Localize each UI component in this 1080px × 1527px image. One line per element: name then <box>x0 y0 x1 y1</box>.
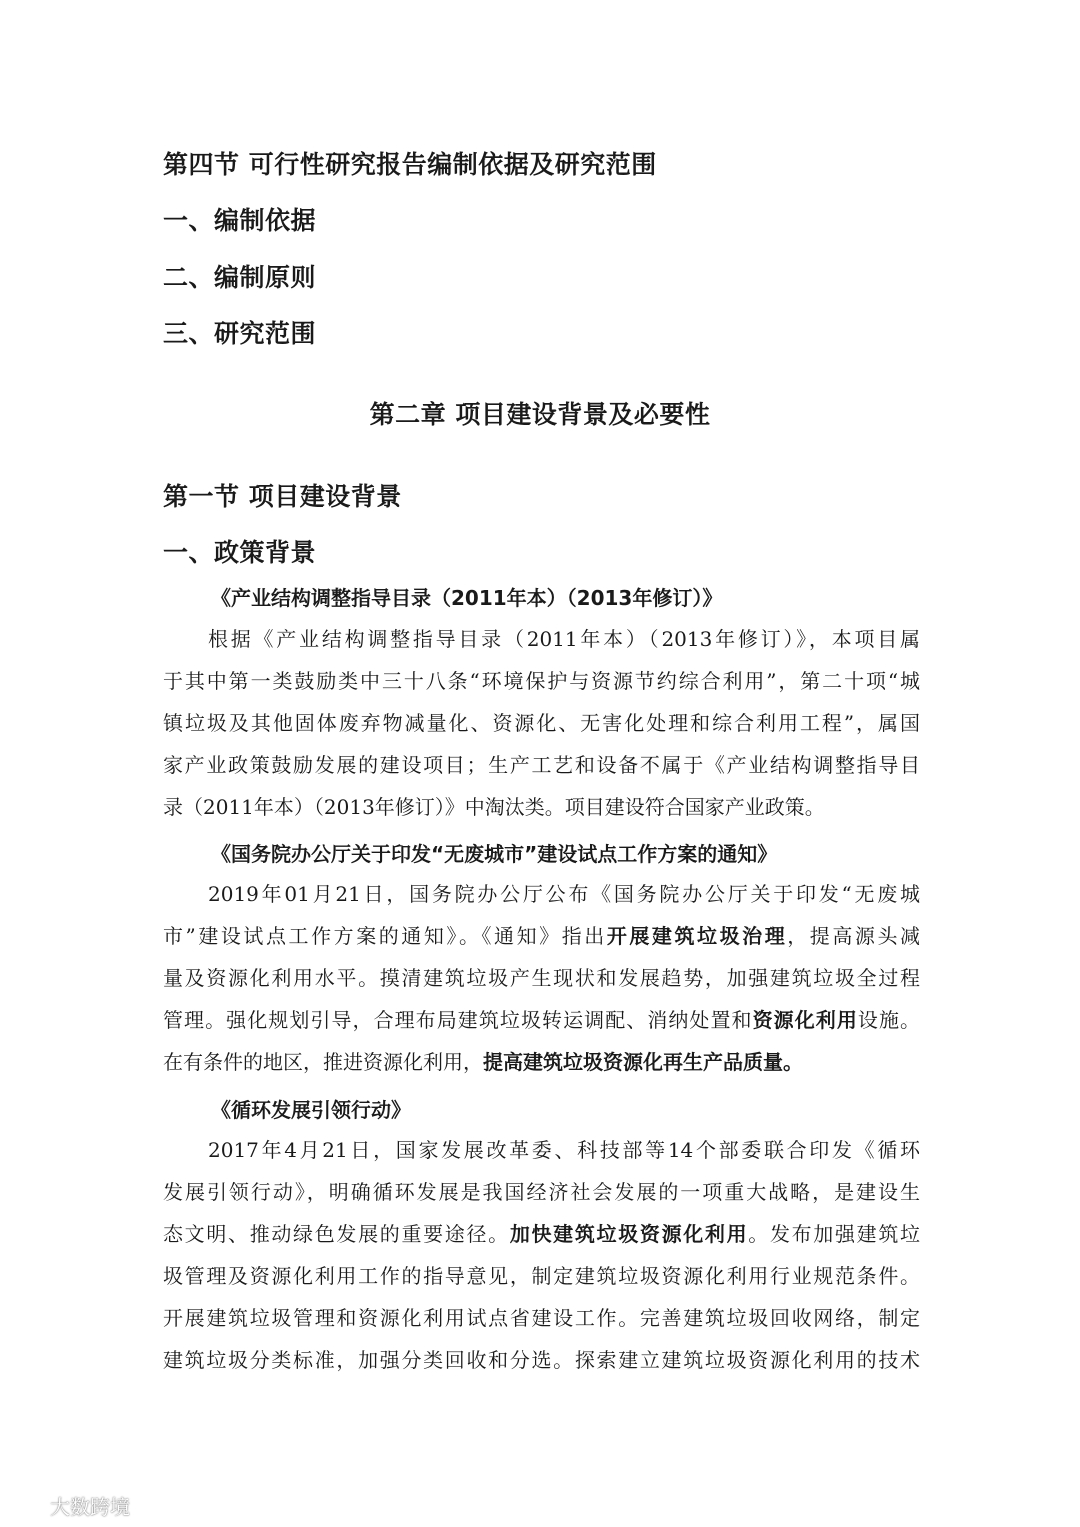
paragraph-line: 圾管理及资源化利用工作的指导意见，制定建筑垃圾资源化利用行业规范条件。 <box>163 1264 920 1288</box>
paragraph-line: 2017年4月21日，国家发展改革委、科技部等14个部委联合印发《循环 <box>208 1138 920 1162</box>
paragraph-line: 根据《产业结构调整指导目录（2011年本）（2013年修订）》，本项目属 <box>208 627 920 651</box>
emphasis-text: 开展建筑垃圾治理 <box>606 924 788 948</box>
paragraph-line: 开展建筑垃圾管理和资源化利用试点省建设工作。完善建筑垃圾回收网络，制定 <box>163 1306 920 1330</box>
paragraph-line <box>163 1050 920 1074</box>
subheading-scope: 三、研究范围 <box>163 319 317 348</box>
text-run: ，提高源头减 <box>787 924 921 948</box>
watermark-text: 大数跨境 <box>50 1494 130 1519</box>
text-run: 态文明、推动绿色发展的重要途径。 <box>163 1222 510 1246</box>
document-title: 《产业结构调整指导目录（2011年本）（2013年修订）》 <box>211 586 723 610</box>
subheading-principles: 二、编制原则 <box>163 263 317 292</box>
text-run: 。发布加强建筑垃 <box>748 1222 921 1246</box>
emphasis-text: 加快建筑垃圾资源化利用 <box>509 1222 749 1246</box>
document-title: 《循环发展引领行动》 <box>211 1098 411 1122</box>
watermark <box>10 1490 130 1520</box>
emphasis-text: 资源化利用 <box>752 1008 858 1032</box>
weibo-eye-icon <box>10 1494 44 1516</box>
text-run: 市”建设试点工作方案的通知》。《通知》指出 <box>163 924 607 948</box>
paragraph-line <box>163 924 920 948</box>
paragraph-line: 家产业政策鼓励发展的建设项目；生产工艺和设备不属于《产业结构调整指导目 <box>163 753 920 777</box>
paragraph-line: 于其中第一类鼓励类中三十八条“环境保护与资源节约综合利用”，第二十项“城 <box>163 669 920 693</box>
paragraph-line: 建筑垃圾分类标准，加强分类回收和分选。探索建立建筑垃圾资源化利用的技术 <box>163 1348 920 1372</box>
section-heading: 第四节 可行性研究报告编制依据及研究范围 <box>163 150 657 179</box>
paragraph-line: 镇垃圾及其他固体废弃物减量化、资源化、无害化处理和综合利用工程”，属国 <box>163 711 920 735</box>
paragraph-line: 量及资源化利用水平。摸清建筑垃圾产生现状和发展趋势，加强建筑垃圾全过程 <box>163 966 920 990</box>
document-title: 《国务院办公厅关于印发“无废城市”建设试点工作方案的通知》 <box>211 842 778 866</box>
paragraph-line: 发展引领行动》，明确循环发展是我国经济社会发展的一项重大战略，是建设生 <box>163 1180 920 1204</box>
text-run: 管理。强化规划引导，合理布局建筑垃圾转运调配、消纳处置和 <box>163 1008 753 1032</box>
text-run: 设施。 <box>857 1008 921 1032</box>
subheading-basis: 一、编制依据 <box>163 206 317 235</box>
paragraph-line: 2019年01月21日，国务院办公厅公布《国务院办公厅关于印发“无废城 <box>208 882 920 906</box>
section-heading: 第一节 项目建设背景 <box>163 482 402 511</box>
text-run: 在有条件的地区，推进资源化利用， <box>163 1050 483 1074</box>
subheading-policy: 一、政策背景 <box>163 538 317 567</box>
chapter-title: 第二章 项目建设背景及必要性 <box>369 400 711 429</box>
paragraph-line <box>163 1222 920 1246</box>
paragraph-line: 录（2011年本）（2013年修订）》中淘汰类。项目建设符合国家产业政策。 <box>163 795 825 819</box>
emphasis-text: 提高建筑垃圾资源化再生产品质量。 <box>483 1050 803 1074</box>
paragraph-line <box>163 1008 920 1032</box>
